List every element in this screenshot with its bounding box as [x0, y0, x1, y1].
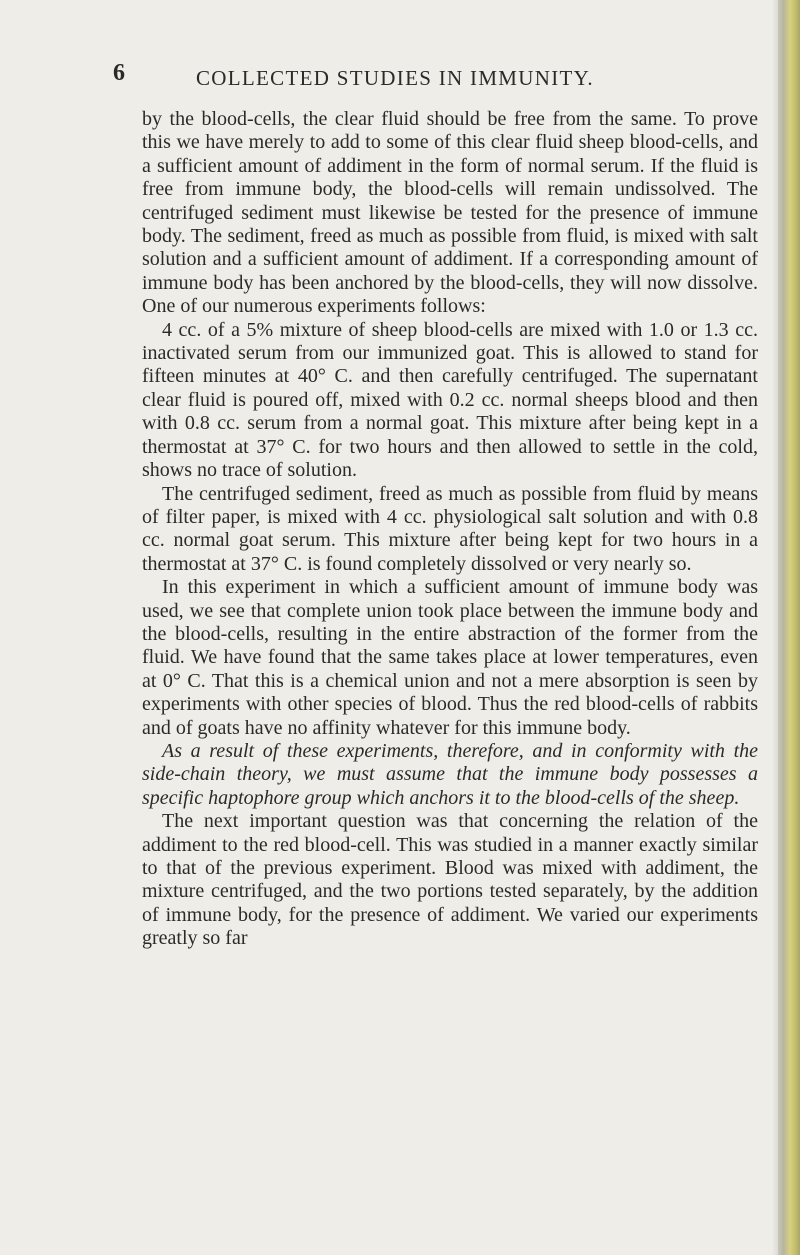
paragraph-next-question: The next important question was that concerning the relation of the addiment to the red blood-cell. This was studied in a manner exactly similar to that of the previous experiment. Blood was mixed with addiment, the mixture centrifuged, and the two portions tested separately, by the addition of immune body, for the presence of addiment. We varied our experiments greatly so far — [142, 810, 758, 950]
paragraph-analysis: In this experiment in which a sufficient amount of immune body was used, we see that complete union took place between the immune body and the blood-cells, resulting in the entire abstraction of the former from the fluid. We have found that the same takes place at lower temperatures, even at 0° C. That this is a chemical union and not a mere absorption is seen by experiments with other species of blood. Thus the red blood-cells of rabbits and of goats have no affinity whatever for this immune body. — [142, 576, 758, 739]
italic-conclusion: As a result of these experiments, therefore, and in conformity with the side-chain theory, we must assume that the immune body possesses a specific haptophore group which anchors it to the blood-cells of the sheep. — [142, 739, 758, 809]
page-number: 6 — [113, 60, 125, 86]
paragraph-experiment: 4 cc. of a 5% mixture of sheep blood-cells are mixed with 1.0 or 1.3 cc. inactivated serum from our immunized goat. This is allowed to stand for fifteen minutes at 40° C. and then carefully centrifuged. The supernatant clear fluid is poured off, mixed with 0.2 cc. normal sheeps blood and then with 0.8 cc. serum from a normal goat. This mixture after being kept in a thermostat at 37° C. for two hours and then allowed to settle in the cold, shows no trace of solution. — [142, 318, 758, 482]
paragraph-conclusion-italic — [142, 740, 758, 810]
paragraph-sediment: The centrifuged sediment, freed as much as possible from fluid by means of filter paper, is mixed with 4 cc. physiological salt solution and with 0.8 cc. normal goat serum. This mixture after being kept for two hours in a thermostat at 37° C. is found completely dissolved or very nearly so. — [142, 482, 758, 575]
paragraph-continuation: by the blood-cells, the clear fluid should be free from the same. To prove this we have merely to add to some of this clear fluid sheep blood-cells, and a sufficient amount of addiment in the form of normal serum. If the fluid is free from immune body, the blood-cells will remain undissolved. The centrifuged sediment must likewise be tested for the presence of immune body. The sediment, freed as much as possible from fluid, is mixed with salt solution and a sufficient amount of addiment. If a corresponding amount of immune body has been anchored by the blood-cells, they will now dissolve. One of our numerous experiments follows: — [142, 108, 758, 318]
page-header — [0, 62, 778, 92]
body-text — [142, 108, 758, 951]
page-edge — [778, 0, 800, 1255]
running-head: COLLECTED STUDIES IN IMMUNITY. — [196, 66, 594, 90]
